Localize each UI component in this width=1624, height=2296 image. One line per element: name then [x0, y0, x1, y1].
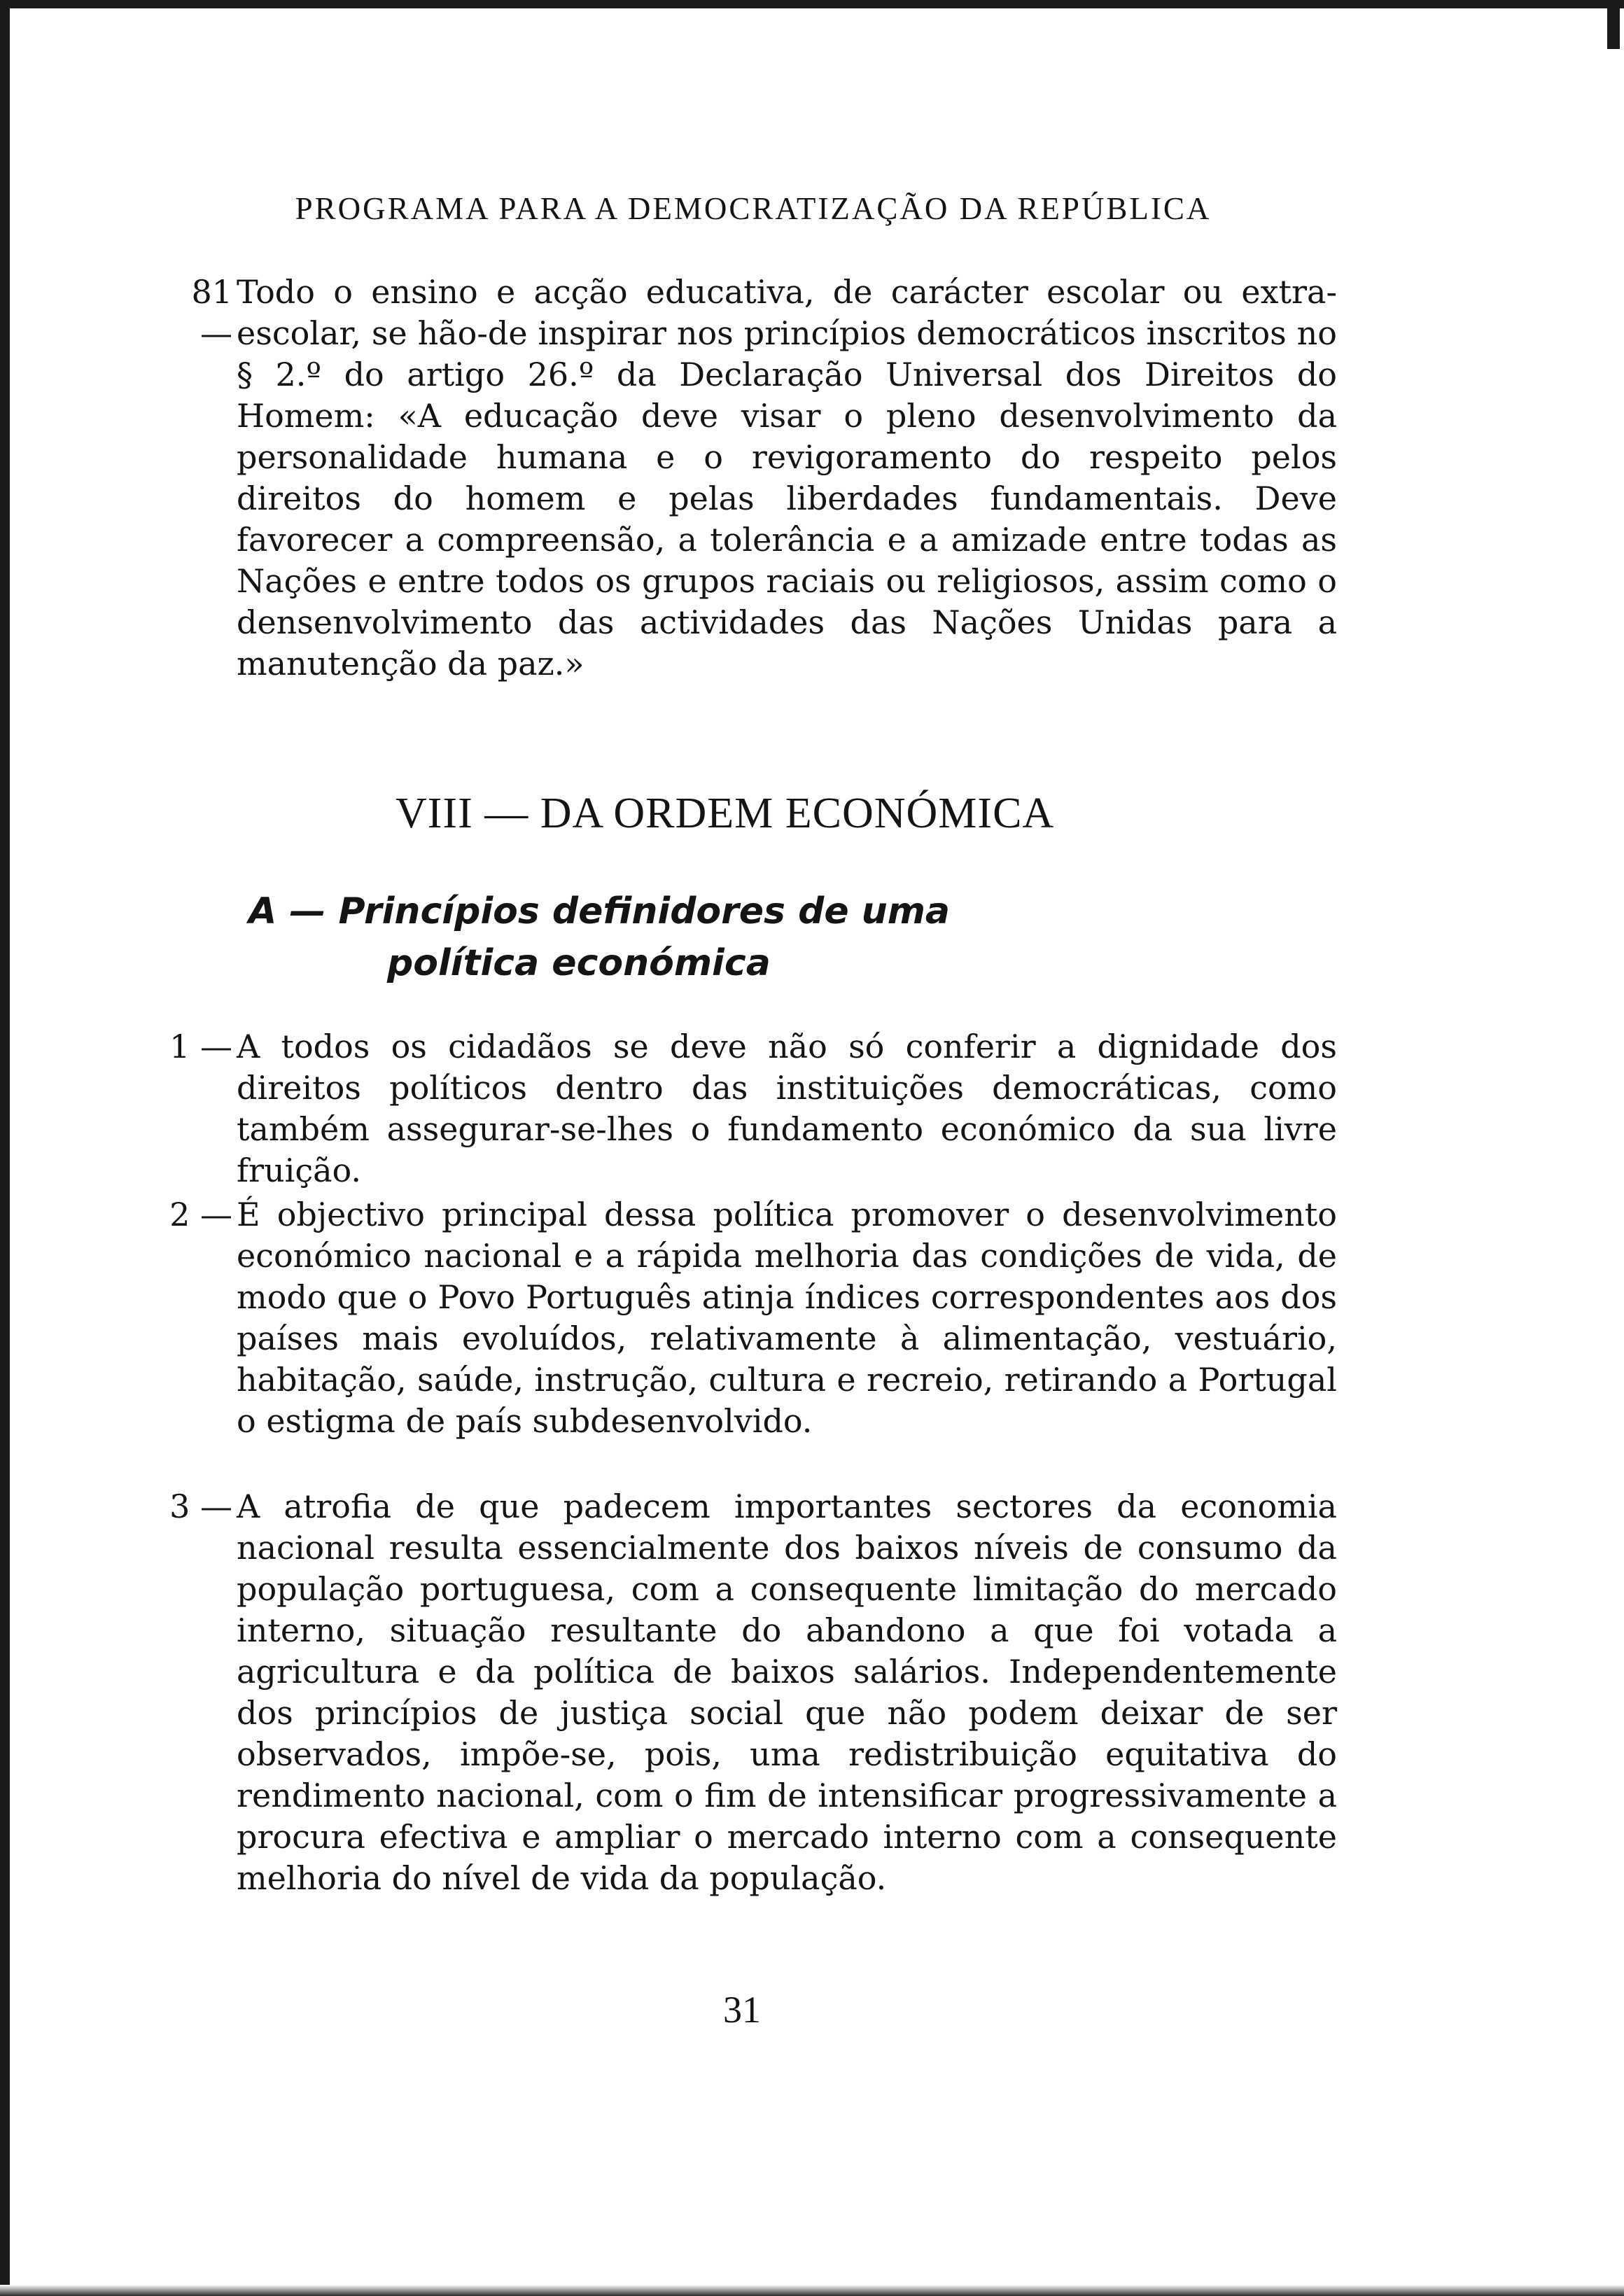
item-1 — [169, 1026, 1337, 1191]
paragraph-81 — [191, 272, 1337, 685]
subsection-line-1: A — Princípios definidores de uma — [248, 890, 950, 932]
item-3 — [169, 1486, 1337, 1899]
item-text: A atrofia de que padecem importantes sectores da economia nacional resulta essencialmente dos baixos níveis de consumo da população portuguesa, com a consequente limitação do mercado interno, situação resultante do abandono a que foi votada a agricultura e da política de baixos salários. Independentemente dos princípios de justiça social que não podem deixar de ser observados, impõe-se, pois, uma redistribuição equitativa do rendimento nacional, com o fim de intensificar progressivamente a procura efectiva e ampliar o mercado interno com a consequente melhoria do nível de vida da população. — [237, 1488, 1337, 1897]
paragraph-text: Todo o ensino e acção educativa, de carácter escolar ou extra-escolar, se hão-de inspirar nos princípios democráticos inscritos no § 2.º do artigo 26.º da Declaração Universal dos Direitos do Homem: «A educação deve visar o pleno desenvolvimento da personalidade humana e o revigoramento do respeito pelos direitos do homem e pelas liberdades fundamentais. Deve favorecer a compreensão, a tolerância e a amizade entre todas as Nações e entre todos os grupos raciais ou religiosos, assim como o densenvolvimento das actividades das Nações Unidas para a manutenção da paz.» — [237, 273, 1337, 682]
scan-border-bottom — [0, 2285, 1624, 2296]
item-number: 1 — — [169, 1028, 232, 1065]
page-number: 31 — [723, 1989, 761, 2031]
subsection-line-2: política económica — [387, 942, 771, 984]
scan-border-left — [0, 0, 10, 2296]
paragraph-number: 81 — — [191, 273, 232, 352]
item-text: A todos os cidadãos se deve não só conferir a dignidade dos direitos políticos dentro das instituições democráticas, como também assegurar-se-lhes o fundamento económico da sua livre fruição. — [237, 1028, 1337, 1189]
running-head: PROGRAMA PARA A DEMOCRATIZAÇÃO DA REPÚBLICA — [295, 191, 1212, 226]
item-number: 2 — — [169, 1196, 232, 1233]
item-2 — [169, 1194, 1337, 1442]
item-number: 3 — — [169, 1488, 232, 1525]
scan-corner-mark — [1607, 0, 1620, 49]
subsection-heading — [248, 886, 1158, 989]
item-text: É objectivo principal dessa política promover o desenvolvimento económico nacional e a rápida melhoria das condições de vida, de modo que o Povo Português atinja índices correspondentes aos dos países mais evoluídos, relativamente à alimentação, vestuário, habitação, saúde, instrução, cultura e recreio, retirando a Portugal o estigma de país subdesenvolvido. — [237, 1196, 1337, 1440]
section-title: VIII — DA ORDEM ECONÓMICA — [396, 790, 1055, 837]
scan-border-top — [0, 0, 1624, 8]
